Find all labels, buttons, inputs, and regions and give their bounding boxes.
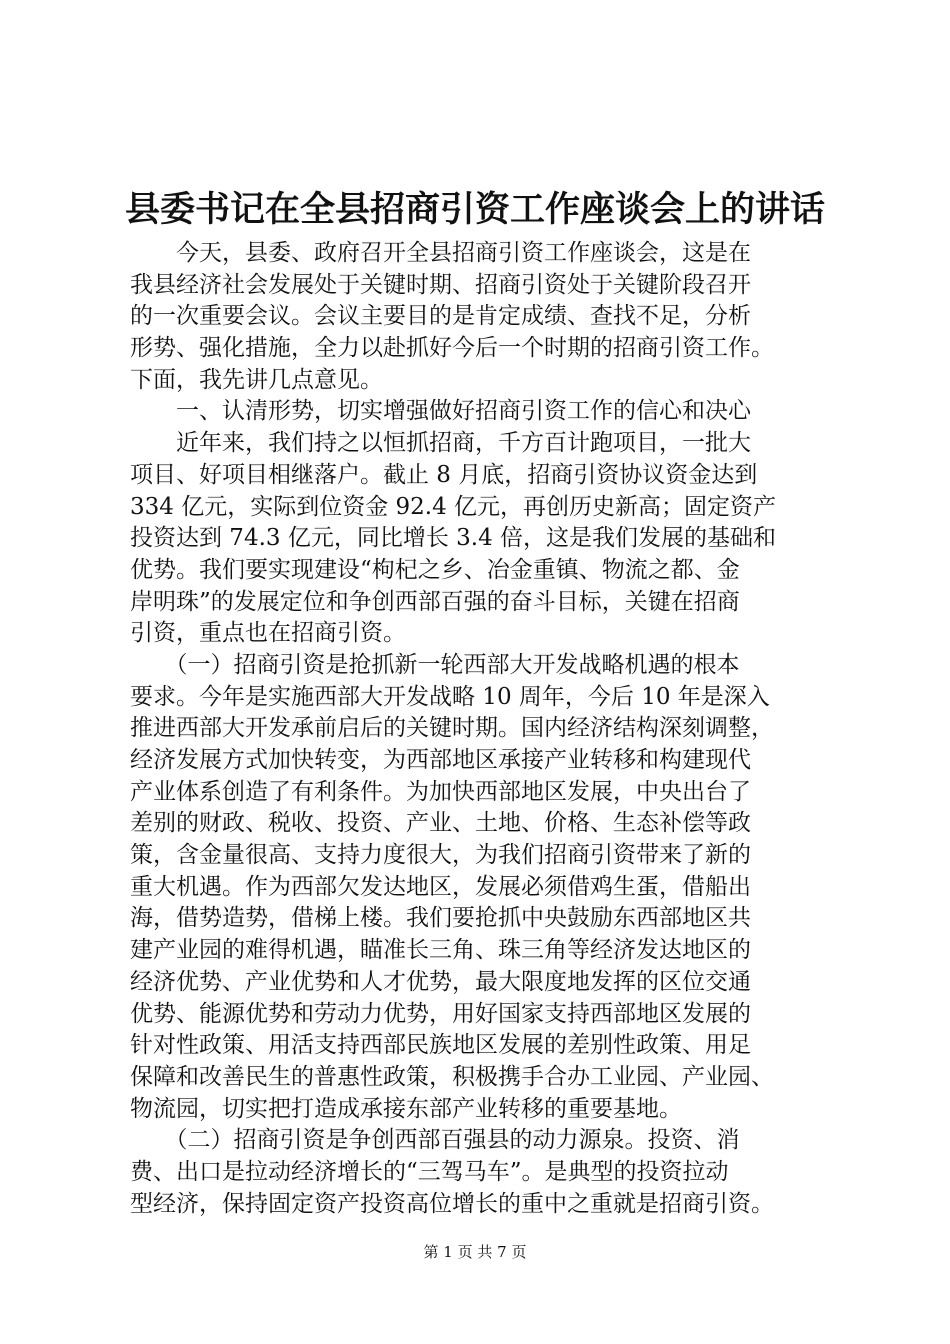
- text-line: 下面，我先讲几点意见。: [130, 366, 383, 393]
- text-line: 形势、强化措施，全力以赴抓好今后一个时期的招商引资工作。: [130, 335, 774, 362]
- text-line: 针对性政策、用活支持西部民族地区发展的差别性政策、用足: [130, 1032, 751, 1059]
- text-line: 一、认清形势，切实增强做好招商引资工作的信心和决心: [130, 398, 751, 425]
- document-title: 县委书记在全县招商引资工作座谈会上的讲话: [124, 189, 825, 230]
- page-footer: 第 1 页 共 7 页: [423, 1243, 527, 1261]
- text-line: 建产业园的难得机遇，瞄准长三角、珠三角等经济发达地区的: [130, 937, 751, 964]
- text-line: 推进西部大开发承前启后的关键时期。国内经济结构深刻调整，: [130, 715, 774, 742]
- text-line: 近年来，我们持之以恒抓招商，千方百计跑项目，一批大: [130, 430, 751, 457]
- text-line: 项目、好项目相继落户。截止 8 月底，招商引资协议资金达到: [130, 461, 758, 488]
- text-line: 今天，县委、政府召开全县招商引资工作座谈会，这是在: [130, 240, 751, 266]
- text-line: 费、出口是拉动经济增长的“三驾马车”。是典型的投资拉动: [130, 1158, 729, 1185]
- text-line: 重大机遇。作为西部欠发达地区，发展必须借鸡生蛋，借船出: [130, 873, 751, 900]
- text-line: 策，含金量很高、支持力度很大，为我们招商引资带来了新的: [130, 842, 751, 869]
- text-line: 我县经济社会发展处于关键时期、招商引资处于关键阶段召开: [130, 271, 751, 298]
- text-line: 经济发展方式加快转变，为西部地区承接产业转移和构建现代: [130, 747, 751, 773]
- text-line: 经济优势、产业优势和人才优势，最大限度地发挥的区位交通: [130, 968, 751, 995]
- document-body: [130, 238, 830, 1220]
- text-line: 要求。今年是实施西部大开发战略 10 周年，今后 10 年是深入: [130, 683, 770, 710]
- text-line: 引资，重点也在招商引资。: [130, 620, 406, 647]
- text-line: 型经济，保持固定资产投资高位增长的重中之重就是招商引资。: [130, 1190, 774, 1217]
- text-line: 优势、能源优势和劳动力优势，用好国家支持西部地区发展的: [130, 1000, 751, 1027]
- text-line: 物流园，切实把打造成承接东部产业转移的重要基地。: [130, 1095, 682, 1122]
- text-line: 334 亿元，实际到位资金 92.4 亿元，再创历史新高；固定资产: [130, 493, 777, 520]
- text-line: 的一次重要会议。会议主要目的是肯定成绩、查找不足，分析: [130, 303, 751, 330]
- text-line: 产业体系创造了有利条件。为加快西部地区发展，中央出台了: [130, 778, 751, 805]
- text-line: 保障和改善民生的普惠性政策，积极携手合办工业园、产业园、: [130, 1063, 774, 1090]
- text-line: 差别的财政、税收、投资、产业、土地、价格、生态补偿等政: [130, 810, 751, 837]
- text-line: 岸明珠”的发展定位和争创西部百强的奋斗目标，关键在招商: [130, 588, 740, 615]
- text-line: 海，借势造势，借梯上楼。我们要抢抓中央鼓励东西部地区共: [130, 905, 751, 932]
- text-line: （二）招商引资是争创西部百强县的动力源泉。投资、消: [130, 1127, 740, 1154]
- text-line: 投资达到 74.3 亿元，同比增长 3.4 倍，这是我们发展的基础和: [130, 525, 777, 552]
- text-line: 优势。我们要实现建设“枸杞之乡、冶金重镇、物流之都、金: [130, 556, 740, 583]
- text-line: （一）招商引资是抢抓新一轮西部大开发战略机遇的根本: [130, 651, 740, 678]
